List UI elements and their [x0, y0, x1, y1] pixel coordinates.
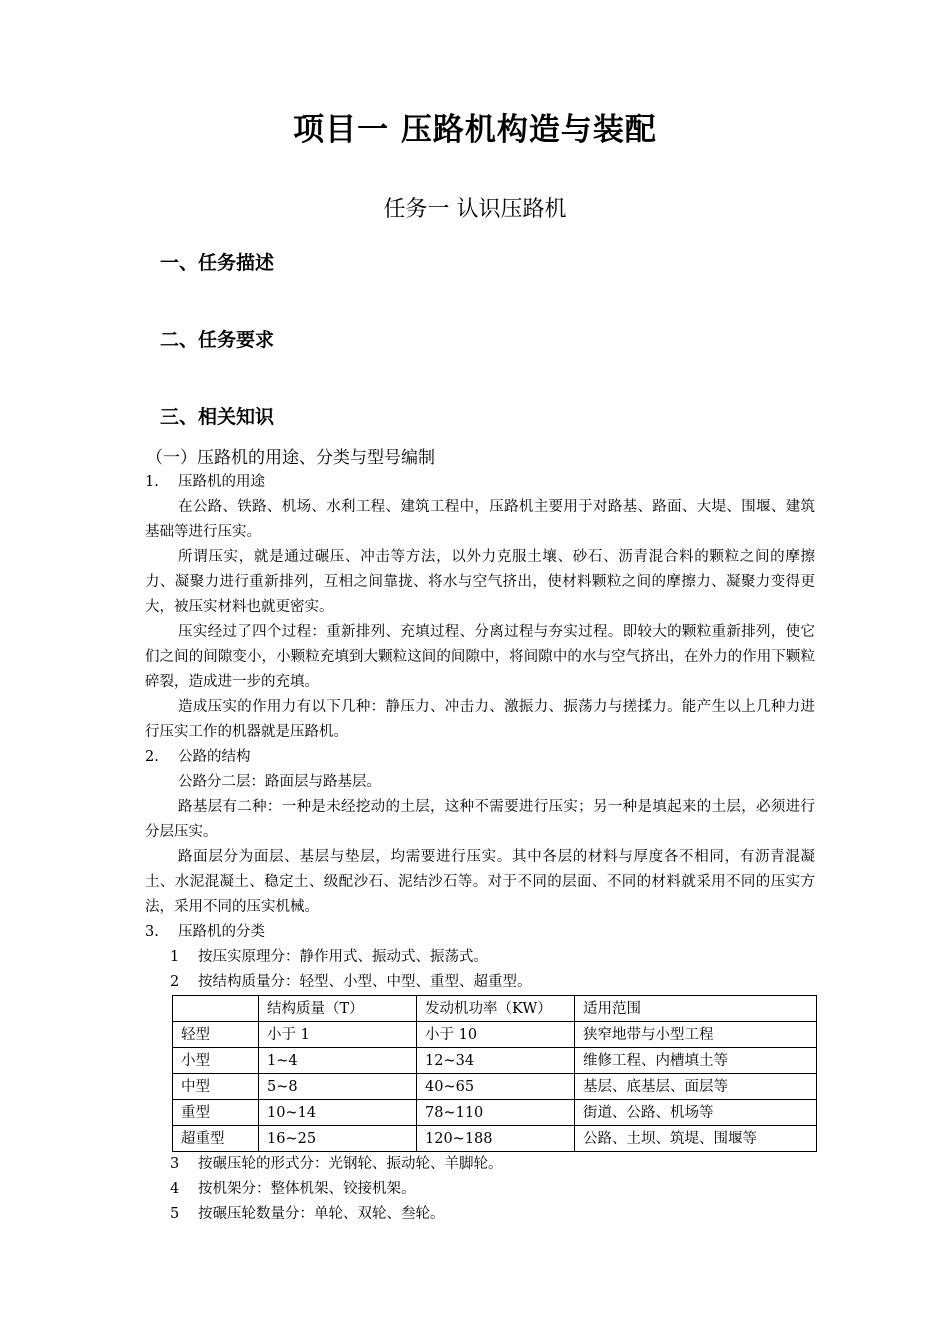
task-title: 任务一 认识压路机 — [383, 197, 567, 222]
item-number: 3. — [145, 924, 159, 940]
item-label: 压路机的用途 — [178, 474, 265, 490]
table-header-row — [173, 996, 817, 1022]
list-text: 按碾压轮的形式分：光钢轮、振动轮、羊脚轮。 — [198, 1156, 503, 1172]
table-cell: 10~14 — [259, 1100, 417, 1126]
page-title: 项目一 压路机构造与装配 — [293, 112, 657, 148]
table-cell: 78~110 — [417, 1100, 575, 1126]
table-cell: 基层、底基层、面层等 — [575, 1074, 817, 1100]
table-cell: 超重型 — [173, 1126, 259, 1152]
table-cell: 狭窄地带与小型工程 — [575, 1022, 817, 1048]
table-row — [173, 1126, 817, 1152]
item-heading-usage — [145, 470, 815, 495]
table-cell: 重型 — [173, 1100, 259, 1126]
list-number: 5 — [170, 1206, 180, 1222]
item-heading-classification — [145, 920, 815, 945]
table-row — [173, 1048, 817, 1074]
table-header-cell: 发动机功率（KW） — [417, 996, 575, 1022]
table-cell: 小于 1 — [259, 1022, 417, 1048]
table-header-cell: 结构质量（T） — [259, 996, 417, 1022]
list-item — [145, 1177, 815, 1202]
list-item — [145, 1152, 815, 1177]
list-number: 2 — [170, 974, 180, 990]
table-cell: 街道、公路、机场等 — [575, 1100, 817, 1126]
list-number: 1 — [170, 949, 180, 965]
paragraph: 在公路、铁路、机场、水利工程、建筑工程中，压路机主要用于对路基、路面、大堤、围堰、建筑基础等进行压实。 — [145, 499, 815, 540]
list-text: 按机架分：整体机架、铰接机架。 — [198, 1181, 416, 1197]
list-item — [145, 945, 815, 970]
table-header-cell: 适用范围 — [575, 996, 817, 1022]
heading-task-requirements: 二、任务要求 — [160, 329, 275, 351]
list-item — [145, 1202, 815, 1227]
classification-table — [172, 995, 817, 1152]
table-cell: 小型 — [173, 1048, 259, 1074]
item-heading-road-structure — [145, 745, 815, 770]
document-body — [145, 470, 815, 1227]
table-cell: 维修工程、内槽填土等 — [575, 1048, 817, 1074]
table-cell: 小于 10 — [417, 1022, 575, 1048]
table-cell: 16~25 — [259, 1126, 417, 1152]
paragraph: 路面层分为面层、基层与垫层，均需要进行压实。其中各层的材料与厚度各不相同，有沥青混凝土、水泥混凝土、稳定土、级配沙石、泥结沙石等。对于不同的层面、不同的材料就采用不同的压实方法，采用不同的压实机械。 — [145, 849, 815, 915]
list-text: 按压实原理分：静作用式、振动式、振荡式。 — [198, 949, 488, 965]
table-cell: 12~34 — [417, 1048, 575, 1074]
table-header-cell — [173, 996, 259, 1022]
item-label: 公路的结构 — [178, 749, 251, 765]
heading-related-knowledge: 三、相关知识 — [160, 406, 275, 428]
item-number: 2. — [145, 749, 159, 765]
table-cell: 5~8 — [259, 1074, 417, 1100]
table-cell: 轻型 — [173, 1022, 259, 1048]
paragraph: 所谓压实，就是通过碾压、冲击等方法，以外力克服土壤、砂石、沥青混合料的颗粒之间的摩擦力、凝聚力进行重新排列，互相之间靠拢、将水与空气挤出，使材料颗粒之间的摩擦力、凝聚力变得更大，被压实材料也就更密实。 — [145, 549, 815, 615]
table-cell: 1~4 — [259, 1048, 417, 1074]
paragraph: 压实经过了四个过程：重新排列、充填过程、分离过程与夯实过程。即较大的颗粒重新排列，使它们之间的间隙变小，小颗粒充填到大颗粒这间的间隙中，将间隙中的水与空气挤出，在外力的作用下颗粒碎裂，造成进一步的充填。 — [145, 624, 815, 690]
table-cell: 120~188 — [417, 1126, 575, 1152]
table-cell: 40~65 — [417, 1074, 575, 1100]
table-cell: 中型 — [173, 1074, 259, 1100]
paragraph: 公路分二层：路面层与路基层。 — [178, 774, 381, 790]
list-text: 按碾压轮数量分：单轮、双轮、叁轮。 — [198, 1206, 445, 1222]
list-number: 4 — [170, 1181, 180, 1197]
table-row — [173, 1100, 817, 1126]
list-item — [145, 970, 815, 995]
item-number: 1. — [145, 474, 159, 490]
table-row — [173, 1074, 817, 1100]
paragraph: 造成压实的作用力有以下几种：静压力、冲击力、激振力、振荡力与搓揉力。能产生以上几种力进行压实工作的机器就是压路机。 — [145, 699, 815, 740]
table-cell: 公路、土坝、筑堤、围堰等 — [575, 1126, 817, 1152]
item-label: 压路机的分类 — [178, 924, 265, 940]
section-title: （一）压路机的用途、分类与型号编制 — [146, 448, 435, 468]
list-text: 按结构质量分：轻型、小型、中型、重型、超重型。 — [198, 974, 532, 990]
paragraph: 路基层有二种：一种是未经挖动的土层，这种不需要进行压实；另一种是填起来的土层，必须进行分层压实。 — [145, 799, 815, 840]
heading-task-description: 一、任务描述 — [160, 252, 275, 274]
list-number: 3 — [170, 1156, 180, 1172]
table-row — [173, 1022, 817, 1048]
